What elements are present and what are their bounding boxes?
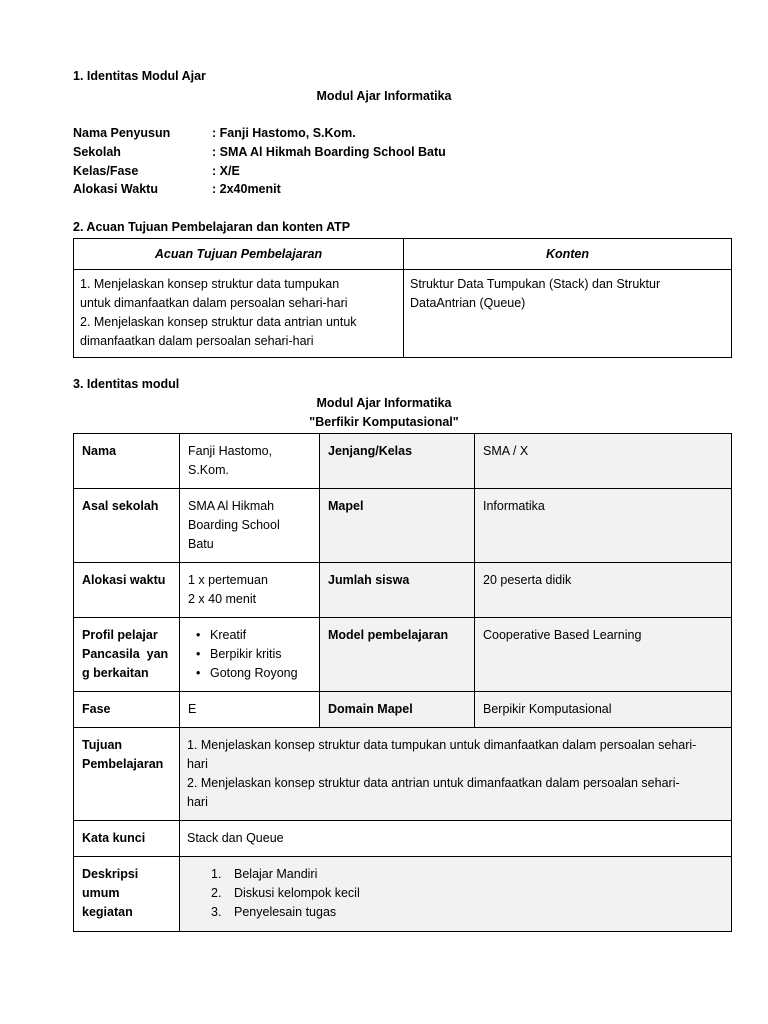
list-item: • Kreatif [188,626,311,645]
value-line: 2. Menjelaskan konsep struktur data antrian untuk dimanfaatkan dalam persoalan sehari- [187,776,680,790]
value-tujuan-pembelajaran [180,728,732,821]
label-domain-mapel: Domain Mapel [320,692,475,728]
value-jenjang: SMA / X [475,434,732,489]
value-model-pembelajaran: Cooperative Based Learning [475,618,732,692]
list-item [188,865,723,884]
module-identity-table [73,433,732,932]
value-deskripsi-kegiatan [180,857,732,932]
value-line: Batu [188,537,214,551]
list-text: Belajar Mandiri [234,867,318,881]
value-line: SMA Al Hikmah [188,499,275,513]
atp-header-tujuan: Acuan Tujuan Pembelajaran [74,239,404,270]
value-mapel: Informatika [475,489,732,563]
label-line: umum [82,886,120,900]
label-jumlah-siswa: Jumlah siswa [320,563,475,618]
value-line: hari [187,795,208,809]
field-label: Kelas/Fase [73,164,139,178]
label-fase: Fase [74,692,180,728]
section3-heading: 3. Identitas modul [73,377,180,391]
list-item: • Berpikir kritis [188,645,311,664]
value-line: Fanji Hastomo, [188,444,273,458]
field-label: Alokasi Waktu [73,182,158,196]
label-asal-sekolah: Asal sekolah [74,489,180,563]
field-value: : X/E [212,164,240,178]
list-number: 3. [211,905,222,919]
label-line: kegiatan [82,905,133,919]
label-tujuan-pembelajaran [74,728,180,821]
module-title: Modul Ajar Informatika [316,89,452,103]
field-label: Sekolah [73,145,121,159]
section1-heading: 1. Identitas Modul Ajar [73,69,206,83]
section2-heading: 2. Acuan Tujuan Pembelajaran dan konten ATP [73,220,351,234]
list-number: 1. [211,867,222,881]
value-domain-mapel: Berpikir Komputasional [475,692,732,728]
atp-tujuan-line: 2. Menjelaskan konsep struktur data antrian untuk [80,315,357,329]
module-title-line2: "Berfikir Komputasional" [309,415,459,429]
label-alokasi-waktu: Alokasi waktu [74,563,180,618]
value-alokasi-waktu [180,563,320,618]
value-nama [180,434,320,489]
label-line: Deskripsi [82,867,139,881]
label-model-pembelajaran: Model pembelajaran [320,618,475,692]
list-text: Diskusi kelompok kecil [234,886,360,900]
atp-konten-line: Struktur Data Tumpukan (Stack) dan Struktur [410,277,661,291]
value-profil-pelajar [180,618,320,692]
atp-cell-konten [404,270,732,358]
atp-header-konten: Konten [404,239,732,270]
value-line: hari [187,757,208,771]
label-mapel: Mapel [320,489,475,563]
value-asal-sekolah [180,489,320,563]
atp-table [73,238,732,358]
atp-tujuan-line: 1. Menjelaskan konsep struktur data tumpukan [80,277,340,291]
label-nama: Nama [74,434,180,489]
field-value: : 2x40menit [212,182,281,196]
value-line: 2 x 40 menit [188,592,257,606]
value-line: S.Kom. [188,463,229,477]
label-kata-kunci: Kata kunci [74,821,180,857]
atp-tujuan-line: untuk dimanfaatkan dalam persoalan sehari-hari [80,296,348,310]
profil-list [188,626,311,683]
value-fase: E [180,692,320,728]
value-line: 1 x pertemuan [188,573,268,587]
module-title-line1: Modul Ajar Informatika [316,396,452,410]
list-item [188,903,723,922]
atp-konten-line: DataAntrian (Queue) [410,296,526,310]
label-line: g berkaitan [82,666,149,680]
list-item [188,884,723,903]
value-line: Boarding School [188,518,280,532]
label-profil-pelajar [74,618,180,692]
field-value: : SMA Al Hikmah Boarding School Batu [212,145,446,159]
field-label: Nama Penyusun [73,126,171,140]
label-jenjang: Jenjang/Kelas [320,434,475,489]
value-kata-kunci: Stack dan Queue [180,821,732,857]
value-jumlah-siswa: 20 peserta didik [475,563,732,618]
list-item: • Gotong Royong [188,664,311,683]
label-line: Tujuan [82,738,123,752]
list-number: 2. [211,886,222,900]
field-value: : Fanji Hastomo, S.Kom. [212,126,356,140]
atp-tujuan-line: dimanfaatkan dalam persoalan sehari-hari [80,334,314,348]
label-line: Pancasila yan [82,647,169,661]
value-line: 1. Menjelaskan konsep struktur data tumpukan untuk dimanfaatkan dalam persoalan sehari- [187,738,697,752]
list-text: Penyelesain tugas [234,905,337,919]
label-line: Profil pelajar [82,628,158,642]
label-deskripsi-kegiatan [74,857,180,932]
label-line: Pembelajaran [82,757,164,771]
kegiatan-list [188,865,723,922]
atp-cell-tujuan [74,270,404,358]
